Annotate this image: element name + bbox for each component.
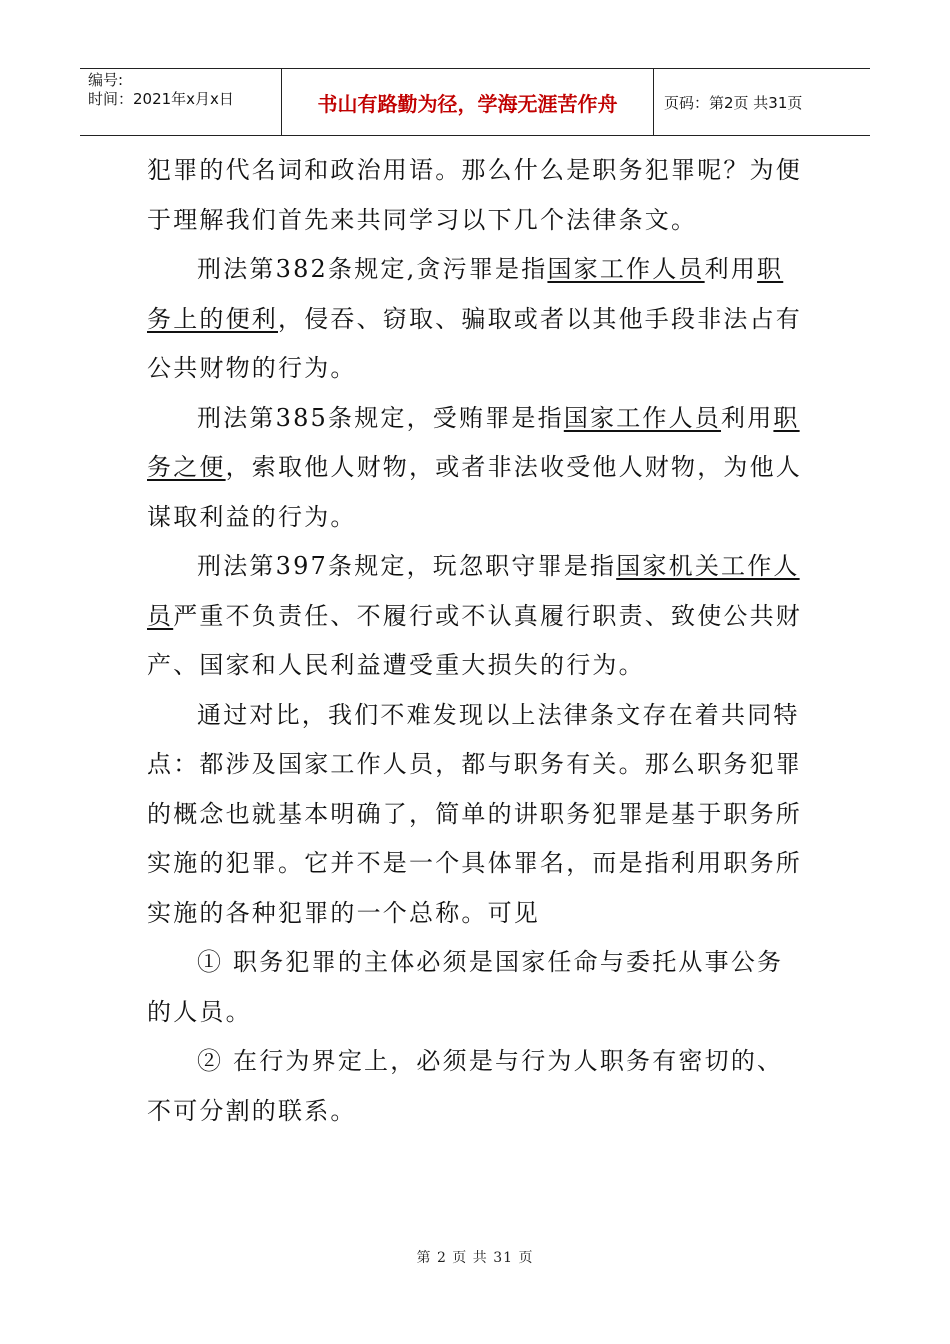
underlined-term: 国家工作人员 bbox=[563, 403, 722, 432]
text-run: 利用 bbox=[704, 255, 758, 283]
paragraph-comparison: 通过对比，我们不难发现以上法律条文存在着共同特点：都涉及国家工作人员，都与职务有关。那么职务犯罪的概念也就基本明确了，简单的讲职务犯罪是基于职务所实施的犯罪。它并不是一个具体罪名，而是指利用职务所实施的各种犯罪的一个总称。可见 bbox=[147, 700, 802, 927]
header-meta bbox=[80, 69, 282, 135]
underlined-term: 国家机关工作人员 bbox=[147, 552, 800, 630]
document-number-label: 编号: bbox=[88, 71, 124, 89]
text-run: ，侵吞、窃取、骗取或者以其他手段非法占有公共财物的行为。 bbox=[147, 304, 802, 382]
page-footer: 第 2 页 共 31 页 bbox=[416, 1250, 534, 1266]
page-header bbox=[80, 68, 870, 136]
header-motto: 书山有路勤为径，学海无涯苦作舟 bbox=[282, 69, 654, 135]
underlined-term: 国家工作人员 bbox=[547, 255, 705, 283]
text-run: 严重不负责任、不履行或不认真履行职责、致使公共财产、国家和人民利益遭受重大损失的行为。 bbox=[147, 601, 803, 679]
paragraph-article-385 bbox=[147, 394, 807, 543]
header-page-number: 页码：第2页 共31页 bbox=[664, 93, 803, 112]
paragraph-article-382 bbox=[147, 245, 807, 394]
date-label: 时间：2021年x月x日 bbox=[88, 90, 234, 108]
paragraph-article-397 bbox=[147, 542, 807, 691]
paragraph: 犯罪的代名词和政治用语。那么什么是职务犯罪呢？为便于理解我们首先来共同学习以下几个法律条文。 bbox=[147, 156, 802, 234]
list-item-2: ② 在行为界定上，必须是与行为人职务有密切的、不可分割的联系。 bbox=[147, 1047, 784, 1125]
underlined-term: 职务之便 bbox=[147, 403, 800, 481]
document-body bbox=[147, 146, 807, 1136]
text-run: ，索取他人财物，或者非法收受他人财物，为他人谋取利益的行为。 bbox=[147, 453, 803, 531]
text-run: 刑法第382条规定,贪污罪是指 bbox=[197, 255, 548, 283]
text-run: 刑法第397条规定，玩忽职守罪是指 bbox=[197, 552, 617, 580]
underlined-term: 职务上的便利 bbox=[147, 255, 784, 333]
text-run: 刑法第385条规定，受贿罪是指 bbox=[197, 403, 564, 432]
text-run: 利用 bbox=[721, 403, 774, 432]
list-item-1: ① 职务犯罪的主体必须是国家任命与委托从事公务的人员。 bbox=[147, 948, 784, 1026]
